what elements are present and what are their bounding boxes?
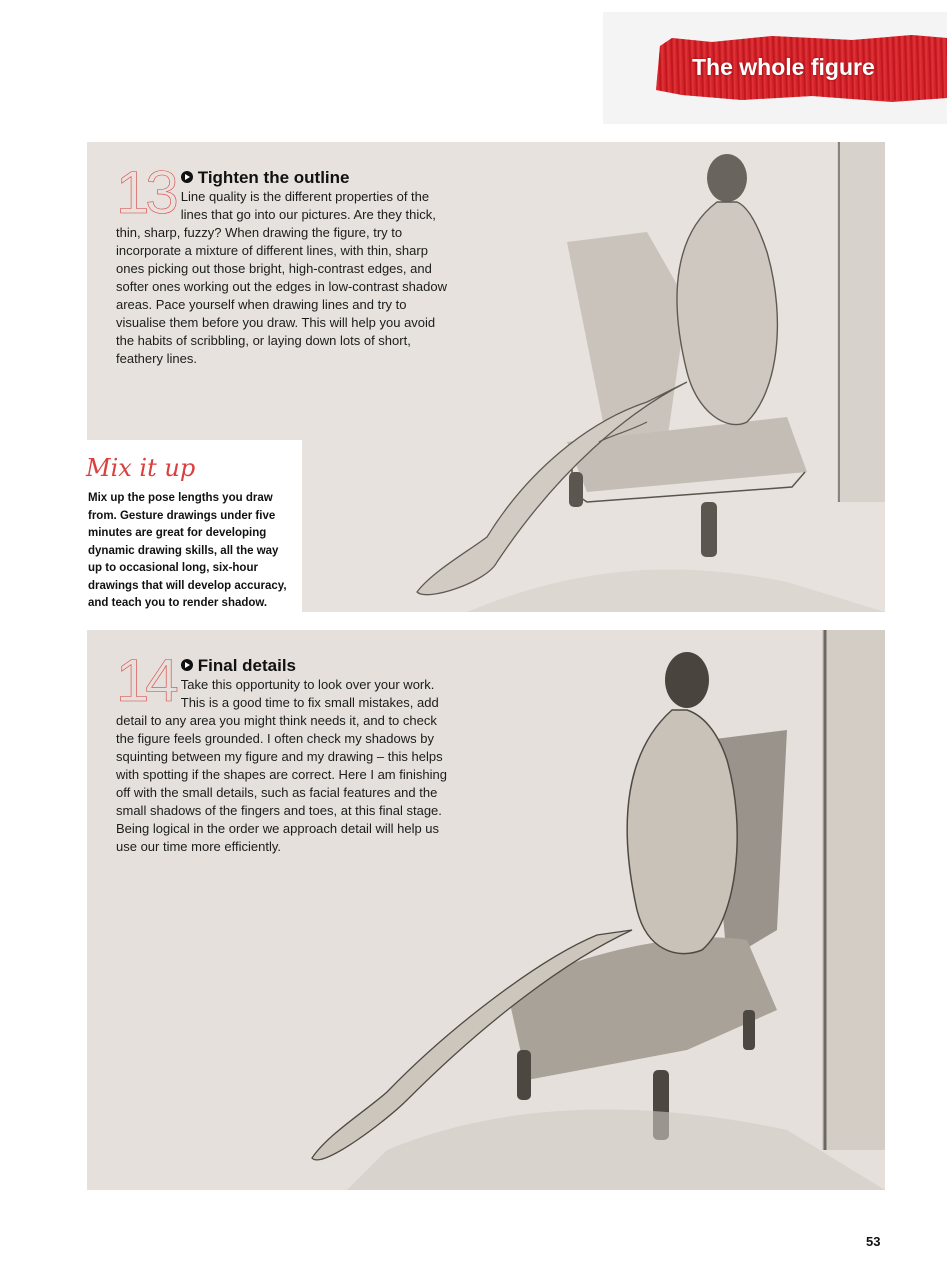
step-13 (116, 159, 456, 368)
play-bullet-icon (181, 659, 193, 671)
step-number: 13 (116, 159, 175, 226)
section-title: The whole figure (692, 54, 875, 80)
tip-box (80, 440, 302, 612)
page-number: 53 (866, 1234, 881, 1249)
step-number: 14 (116, 647, 175, 714)
tip-title: Mix it up (86, 454, 196, 482)
step-body: Line quality is the different properties of the lines that go into our pictures. Are they thick, thin, sharp, fuzzy? When drawing the figure, try to incorporate a mixture of different lines, with thin, sharp ones picking out those bright, high-contrast edges, and softer ones working out the edges in low-contrast shadow areas. Pace yourself when drawing lines and try to visualise them before you draw. This will help you avoid the habits of scribbling, or laying down lots of short, feathery lines. (116, 189, 447, 366)
section-tag (652, 32, 947, 102)
tip-body: Mix up the pose lengths you draw from. Gesture drawings under five minutes are great for developing dynamic drawing skills, all the way up to occasional long, six-hour drawings that will develop accuracy, and teach you to render shadow. (88, 492, 287, 609)
step-14 (116, 647, 456, 856)
step-body: Take this opportunity to look over your work. This is a good time to fix small mistakes, add detail to any area you might think needs it, and to check the figure feels grounded. I often check my shadows by squinting between my figure and my drawing – this helps with spotting if the shapes are correct. Here I am finishing off with the small details, such as facial features and the small shadows of the fingers and toes, at this final stage. Being logical in the order we approach detail will help us use our time more efficiently. (116, 677, 447, 854)
step-title-text: Final details (197, 656, 296, 675)
play-bullet-icon (181, 171, 193, 183)
step-14-panel (87, 630, 885, 1190)
step-title-text: Tighten the outline (197, 168, 350, 187)
